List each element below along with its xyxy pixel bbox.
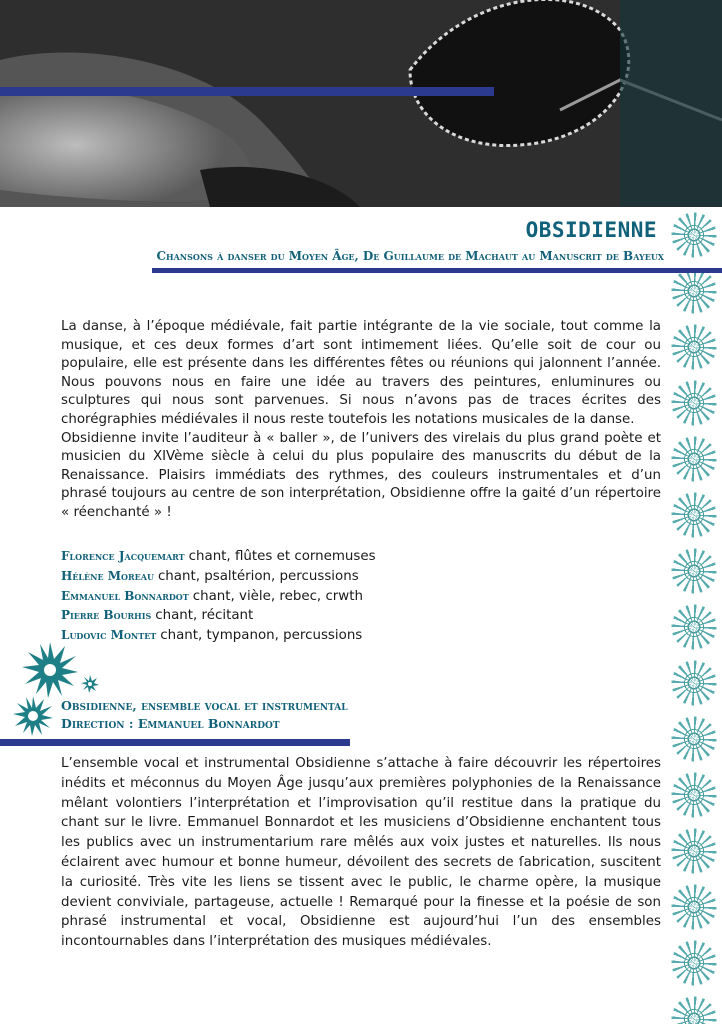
cast-member bbox=[61, 606, 481, 626]
cast-member-name: Hélène Moreau bbox=[61, 568, 154, 583]
medium-star-icon bbox=[10, 694, 56, 738]
ensemble-description: L’ensemble vocal et instrumental Obsidienne s’attache à faire découvrir les répertoires inédits et méconnus du Moyen Âge jusqu’aux premières polyphonies de la Renaissance mêlant volontiers l’interprétation et l’improvisation qu’il restitue dans la pratique du chant sur le livre. Emmanuel Bonnardot et les musiciens d’Obsidienne enchantent tous les publics avec un instrumentarium rare mêlés aux voix justes et naturelles. Ils nous éclairent avec humour et bonne humeur, dévoilent des secrets de ſabrication, suscitent la curiosité. Très vite les liens se tissent avec le public, le charme opère, la musique devient conviviale, partageuse, actuelle ! Remarqué pour la finesse et la poésie de son phrasé instrumental et vocal, Obsidienne est aujourd’hui l’un des ensembles incontournables dans l’interprétation des musiques médiévales. bbox=[61, 756, 661, 950]
header-photo bbox=[0, 0, 722, 207]
title-divider bbox=[152, 268, 722, 273]
large-star-icon bbox=[18, 640, 82, 700]
cast-member-name: Emmanuel Bonnardot bbox=[61, 588, 189, 603]
cast-member bbox=[61, 587, 481, 607]
ensemble-heading-block bbox=[61, 697, 348, 733]
small-star-icon bbox=[80, 674, 100, 694]
cast-member-role: chant, récitant bbox=[155, 608, 254, 624]
intro-text bbox=[61, 318, 661, 523]
cast-list bbox=[61, 547, 481, 646]
cast-member-role: chant, flûtes et cornemuses bbox=[188, 549, 376, 564]
section-divider bbox=[0, 739, 350, 746]
cast-member bbox=[61, 626, 481, 646]
page-title: OBSIDIENNE bbox=[525, 218, 657, 242]
musician-instrument-image bbox=[0, 0, 722, 207]
header-accent-bar bbox=[0, 87, 494, 96]
cast-member-role: chant, vièle, rebec, crwth bbox=[192, 588, 363, 604]
page-subtitle: Chansons à danser du Moyen Âge, De Guillaume de Machaut au Manuscrit de Bayeux bbox=[156, 249, 664, 263]
cast-member-role: chant, psaltérion, percussions bbox=[157, 568, 359, 584]
cast-member-role: chant, tympanon, percussions bbox=[160, 628, 363, 644]
ensemble-direction: Direction : Emmanuel Bonnardot bbox=[61, 716, 280, 731]
decorative-star-border-mask bbox=[666, 207, 722, 1024]
ensemble-heading: Obsidienne, ensemble vocal et instrumental bbox=[61, 698, 348, 713]
cast-member-name: Florence Jacquemart bbox=[61, 549, 185, 563]
intro-paragraph: Obsidienne invite l’auditeur à « baller », de l’univers des virelais du plus grand poète et musicien du XIVème siècle à celui du plus populaire des manuscrits du début de la Renaissance. Plaisirs immédiats des rythmes, des couleurs instrumentales et d’un phrasé toujours au centre de son interprétation, Obsidienne offre la gaité d’un répertoire « réenchanté » ! bbox=[61, 430, 661, 520]
cast-member-name: Ludovic Montet bbox=[61, 628, 157, 643]
cast-member bbox=[61, 547, 481, 567]
cast-member bbox=[61, 567, 481, 587]
intro-paragraph: La danse, à l’époque médiévale, fait partie intégrante de la vie sociale, tout comme la musique, et ces deux formes d’art sont intimement liées. Qu’elle soit de cour ou populaire, elle est présente dans les différentes fêtes ou réunions qui jalonnent l’année. Nous pouvons nous en faire une idée au travers des peintures, enluminures ou sculptures qui nous sont parvenues. Si nous n’avons pas de traces écrites des chorégraphies médiévales il nous reste toutefois les notations musicales de la danse. bbox=[61, 319, 661, 427]
cast-member-name: Pierre Bourhis bbox=[61, 608, 152, 623]
